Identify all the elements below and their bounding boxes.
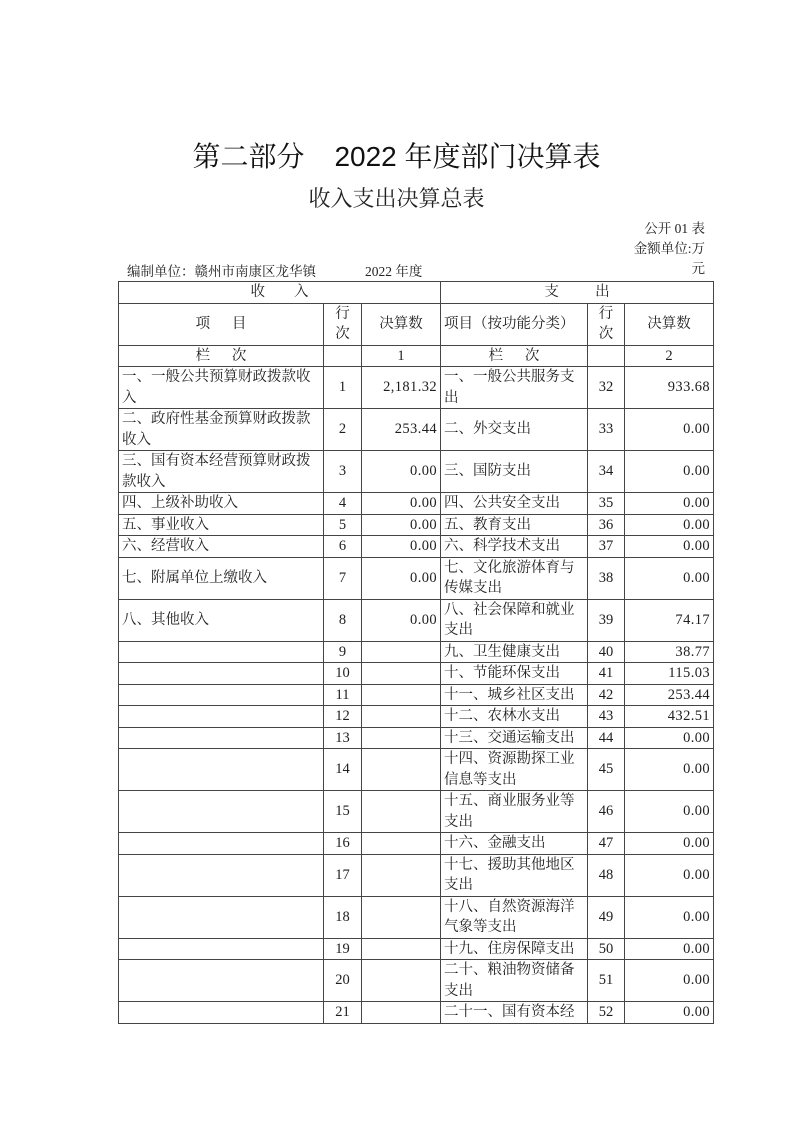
expense-row-no-cell: 43 bbox=[588, 706, 625, 728]
expense-row-no-cell: 39 bbox=[588, 599, 625, 641]
expense-row-no-cell: 47 bbox=[588, 833, 625, 855]
table-row bbox=[119, 409, 714, 451]
income-amount-cell bbox=[362, 938, 441, 960]
lanci-label bbox=[119, 345, 324, 367]
expense-row-no-cell: 35 bbox=[588, 493, 625, 515]
income-item-cell: 六、经营收入 bbox=[119, 536, 324, 558]
expense-amount-cell: 432.51 bbox=[625, 706, 714, 728]
income-row-no-cell: 12 bbox=[324, 706, 362, 728]
table-row bbox=[119, 493, 714, 515]
income-item-cell bbox=[119, 1002, 324, 1024]
expense-item-cell: 二十一、国有资本经 bbox=[441, 1002, 588, 1024]
income-amount-cell: 0.00 bbox=[362, 514, 441, 536]
income-item-cell bbox=[119, 960, 324, 1002]
table-row bbox=[119, 854, 714, 896]
expense-item-cell: 九、卫生健康支出 bbox=[441, 641, 588, 663]
expense-amount-cell: 0.00 bbox=[625, 938, 714, 960]
income-amount-cell: 0.00 bbox=[362, 451, 441, 493]
expense-item-cell: 十、节能环保支出 bbox=[441, 663, 588, 685]
expense-row-no-cell: 40 bbox=[588, 641, 625, 663]
expense-amount-cell: 0.00 bbox=[625, 514, 714, 536]
expense-amount-cell: 933.68 bbox=[625, 367, 714, 409]
table-row bbox=[119, 749, 714, 791]
income-row-no-cell: 2 bbox=[324, 409, 362, 451]
income-item-cell: 三、国有资本经营预算财政拨款收入 bbox=[119, 451, 324, 493]
col-header-item-label: 项 目 bbox=[195, 315, 247, 332]
income-row-no-cell: 9 bbox=[324, 641, 362, 663]
income-amount-cell bbox=[362, 854, 441, 896]
expense-amount-cell: 0.00 bbox=[625, 749, 714, 791]
expense-item-cell: 十三、交通运输支出 bbox=[441, 727, 588, 749]
lanci-label-2-text: 栏 次 bbox=[488, 347, 540, 364]
expense-section-label: 支 出 bbox=[544, 284, 610, 300]
expense-item-cell: 十一、城乡社区支出 bbox=[441, 684, 588, 706]
table-row bbox=[119, 641, 714, 663]
table-row bbox=[119, 960, 714, 1002]
income-section-header bbox=[119, 282, 441, 304]
col-header-row-no-label: 行次 bbox=[335, 305, 350, 342]
income-amount-cell bbox=[362, 706, 441, 728]
title-main: 2022 年度部门决算表 bbox=[334, 141, 601, 172]
expense-item-cell: 一、一般公共服务支出 bbox=[441, 367, 588, 409]
expense-row-no-cell: 49 bbox=[588, 896, 625, 938]
expense-amount-cell: 0.00 bbox=[625, 493, 714, 515]
income-amount-cell bbox=[362, 663, 441, 685]
income-item-cell: 七、附属单位上缴收入 bbox=[119, 557, 324, 599]
income-item-cell: 四、上级补助收入 bbox=[119, 493, 324, 515]
income-item-cell: 八、其他收入 bbox=[119, 599, 324, 641]
table-row bbox=[119, 896, 714, 938]
col-header-item-func: 项目（按功能分类） bbox=[441, 303, 588, 345]
income-item-cell bbox=[119, 641, 324, 663]
lanci-empty bbox=[324, 345, 362, 367]
table-row bbox=[119, 833, 714, 855]
column-header-row bbox=[119, 303, 714, 345]
fiscal-year: 2022 年度 bbox=[365, 264, 423, 279]
amount-unit-label: 金额单位:万 bbox=[633, 241, 705, 256]
income-amount-cell: 0.00 bbox=[362, 493, 441, 515]
section-header-row bbox=[119, 282, 714, 304]
amount-unit-suffix: 元 bbox=[691, 261, 705, 276]
expense-section-header bbox=[441, 282, 714, 304]
expense-item-cell: 十八、自然资源海洋气象等支出 bbox=[441, 896, 588, 938]
income-row-no-cell: 13 bbox=[324, 727, 362, 749]
income-row-no-cell: 18 bbox=[324, 896, 362, 938]
expense-row-no-cell: 41 bbox=[588, 663, 625, 685]
title-part: 第二部分 bbox=[192, 141, 305, 172]
expense-amount-cell: 38.77 bbox=[625, 641, 714, 663]
expense-row-no-cell: 34 bbox=[588, 451, 625, 493]
table-row bbox=[119, 514, 714, 536]
expense-row-no-cell: 44 bbox=[588, 727, 625, 749]
income-section-label: 收 入 bbox=[250, 284, 309, 300]
income-amount-cell bbox=[362, 749, 441, 791]
table-row bbox=[119, 557, 714, 599]
income-amount-cell bbox=[362, 1002, 441, 1024]
income-row-no-cell: 8 bbox=[324, 599, 362, 641]
income-amount-cell: 253.44 bbox=[362, 409, 441, 451]
expense-item-cell: 二十、粮油物资储备支出 bbox=[441, 960, 588, 1002]
expense-row-no-cell: 33 bbox=[588, 409, 625, 451]
expense-amount-cell: 0.00 bbox=[625, 896, 714, 938]
table-row bbox=[119, 706, 714, 728]
expense-amount-cell: 0.00 bbox=[625, 727, 714, 749]
expense-item-cell: 十五、商业服务业等支出 bbox=[441, 791, 588, 833]
income-row-no-cell: 10 bbox=[324, 663, 362, 685]
expense-amount-cell: 115.03 bbox=[625, 663, 714, 685]
expense-item-cell: 七、文化旅游体育与传媒支出 bbox=[441, 557, 588, 599]
expense-amount-cell: 0.00 bbox=[625, 536, 714, 558]
income-row-no-cell: 4 bbox=[324, 493, 362, 515]
income-amount-cell: 0.00 bbox=[362, 599, 441, 641]
expense-row-no-cell: 36 bbox=[588, 514, 625, 536]
income-item-cell bbox=[119, 749, 324, 791]
income-amount-cell bbox=[362, 896, 441, 938]
expense-row-no-cell: 42 bbox=[588, 684, 625, 706]
expense-row-no-cell: 51 bbox=[588, 960, 625, 1002]
expense-row-no-cell: 32 bbox=[588, 367, 625, 409]
income-amount-cell bbox=[362, 960, 441, 1002]
income-amount-cell bbox=[362, 833, 441, 855]
compiling-unit: 编制单位：赣州市南康区龙华镇 bbox=[127, 264, 316, 279]
lanci-index-1: 1 bbox=[362, 345, 441, 367]
expense-item-cell: 五、教育支出 bbox=[441, 514, 588, 536]
col-header-amount: 决算数 bbox=[362, 303, 441, 345]
expense-amount-cell: 0.00 bbox=[625, 960, 714, 1002]
income-row-no-cell: 6 bbox=[324, 536, 362, 558]
income-row-no-cell: 1 bbox=[324, 367, 362, 409]
expense-item-cell: 四、公共安全支出 bbox=[441, 493, 588, 515]
income-amount-cell: 0.00 bbox=[362, 536, 441, 558]
table-row bbox=[119, 791, 714, 833]
income-row-no-cell: 11 bbox=[324, 684, 362, 706]
col-header-amount-2: 决算数 bbox=[625, 303, 714, 345]
col-header-item bbox=[119, 303, 324, 345]
expense-item-cell: 十二、农林水支出 bbox=[441, 706, 588, 728]
expense-amount-cell: 0.00 bbox=[625, 854, 714, 896]
column-index-row bbox=[119, 345, 714, 367]
income-item-cell: 二、政府性基金预算财政拨款收入 bbox=[119, 409, 324, 451]
expense-amount-cell: 0.00 bbox=[625, 1002, 714, 1024]
expense-row-no-cell: 38 bbox=[588, 557, 625, 599]
income-item-cell bbox=[119, 706, 324, 728]
income-amount-cell bbox=[362, 641, 441, 663]
income-item-cell: 五、事业收入 bbox=[119, 514, 324, 536]
expense-item-cell: 六、科学技术支出 bbox=[441, 536, 588, 558]
col-header-row-no-2-label: 行次 bbox=[598, 305, 614, 342]
table-row bbox=[119, 684, 714, 706]
expense-row-no-cell: 46 bbox=[588, 791, 625, 833]
income-row-no-cell: 17 bbox=[324, 854, 362, 896]
income-item-cell bbox=[119, 896, 324, 938]
table-row bbox=[119, 451, 714, 493]
income-amount-cell bbox=[362, 684, 441, 706]
expense-item-cell: 十四、资源勘探工业信息等支出 bbox=[441, 749, 588, 791]
income-item-cell bbox=[119, 833, 324, 855]
table-row bbox=[119, 599, 714, 641]
lanci-empty-2 bbox=[588, 345, 625, 367]
table-row bbox=[119, 367, 714, 409]
income-item-cell bbox=[119, 791, 324, 833]
expense-item-cell: 二、外交支出 bbox=[441, 409, 588, 451]
expense-amount-cell: 0.00 bbox=[625, 451, 714, 493]
table-row bbox=[119, 1002, 714, 1024]
income-item-cell bbox=[119, 727, 324, 749]
expense-row-no-cell: 37 bbox=[588, 536, 625, 558]
lanci-index-2: 2 bbox=[625, 345, 714, 367]
table-row bbox=[119, 536, 714, 558]
expense-amount-cell: 253.44 bbox=[625, 684, 714, 706]
expense-item-cell: 十九、住房保障支出 bbox=[441, 938, 588, 960]
expense-item-cell: 八、社会保障和就业支出 bbox=[441, 599, 588, 641]
expense-amount-cell: 0.00 bbox=[625, 409, 714, 451]
income-row-no-cell: 5 bbox=[324, 514, 362, 536]
expense-item-cell: 三、国防支出 bbox=[441, 451, 588, 493]
expense-amount-cell: 0.00 bbox=[625, 791, 714, 833]
income-row-no-cell: 20 bbox=[324, 960, 362, 1002]
table-subtitle: 收入支出决算总表 bbox=[308, 186, 485, 211]
income-row-no-cell: 3 bbox=[324, 451, 362, 493]
col-header-row-no bbox=[324, 303, 362, 345]
table-row bbox=[119, 727, 714, 749]
lanci-label-text: 栏 次 bbox=[195, 347, 247, 364]
col-header-row-no-2 bbox=[588, 303, 625, 345]
income-row-no-cell: 7 bbox=[324, 557, 362, 599]
income-amount-cell: 2,181.32 bbox=[362, 367, 441, 409]
expense-row-no-cell: 45 bbox=[588, 749, 625, 791]
income-row-no-cell: 14 bbox=[324, 749, 362, 791]
income-row-no-cell: 16 bbox=[324, 833, 362, 855]
income-item-cell bbox=[119, 684, 324, 706]
expense-amount-cell: 74.17 bbox=[625, 599, 714, 641]
expense-row-no-cell: 52 bbox=[588, 1002, 625, 1024]
page-title bbox=[0, 140, 793, 174]
table-row bbox=[119, 663, 714, 685]
expense-item-cell: 十六、金融支出 bbox=[441, 833, 588, 855]
income-item-cell bbox=[119, 854, 324, 896]
expense-row-no-cell: 50 bbox=[588, 938, 625, 960]
form-number: 公开 01 表 bbox=[644, 221, 705, 236]
table-row bbox=[119, 938, 714, 960]
income-amount-cell bbox=[362, 791, 441, 833]
income-row-no-cell: 19 bbox=[324, 938, 362, 960]
expense-row-no-cell: 48 bbox=[588, 854, 625, 896]
income-item-cell bbox=[119, 938, 324, 960]
income-amount-cell: 0.00 bbox=[362, 557, 441, 599]
expense-amount-cell: 0.00 bbox=[625, 833, 714, 855]
expense-amount-cell: 0.00 bbox=[625, 557, 714, 599]
income-item-cell: 一、一般公共预算财政拨款收入 bbox=[119, 367, 324, 409]
income-expense-table bbox=[118, 281, 714, 1024]
income-row-no-cell: 15 bbox=[324, 791, 362, 833]
lanci-label-2 bbox=[441, 345, 588, 367]
income-row-no-cell: 21 bbox=[324, 1002, 362, 1024]
expense-item-cell: 十七、援助其他地区支出 bbox=[441, 854, 588, 896]
income-item-cell bbox=[119, 663, 324, 685]
income-amount-cell bbox=[362, 727, 441, 749]
